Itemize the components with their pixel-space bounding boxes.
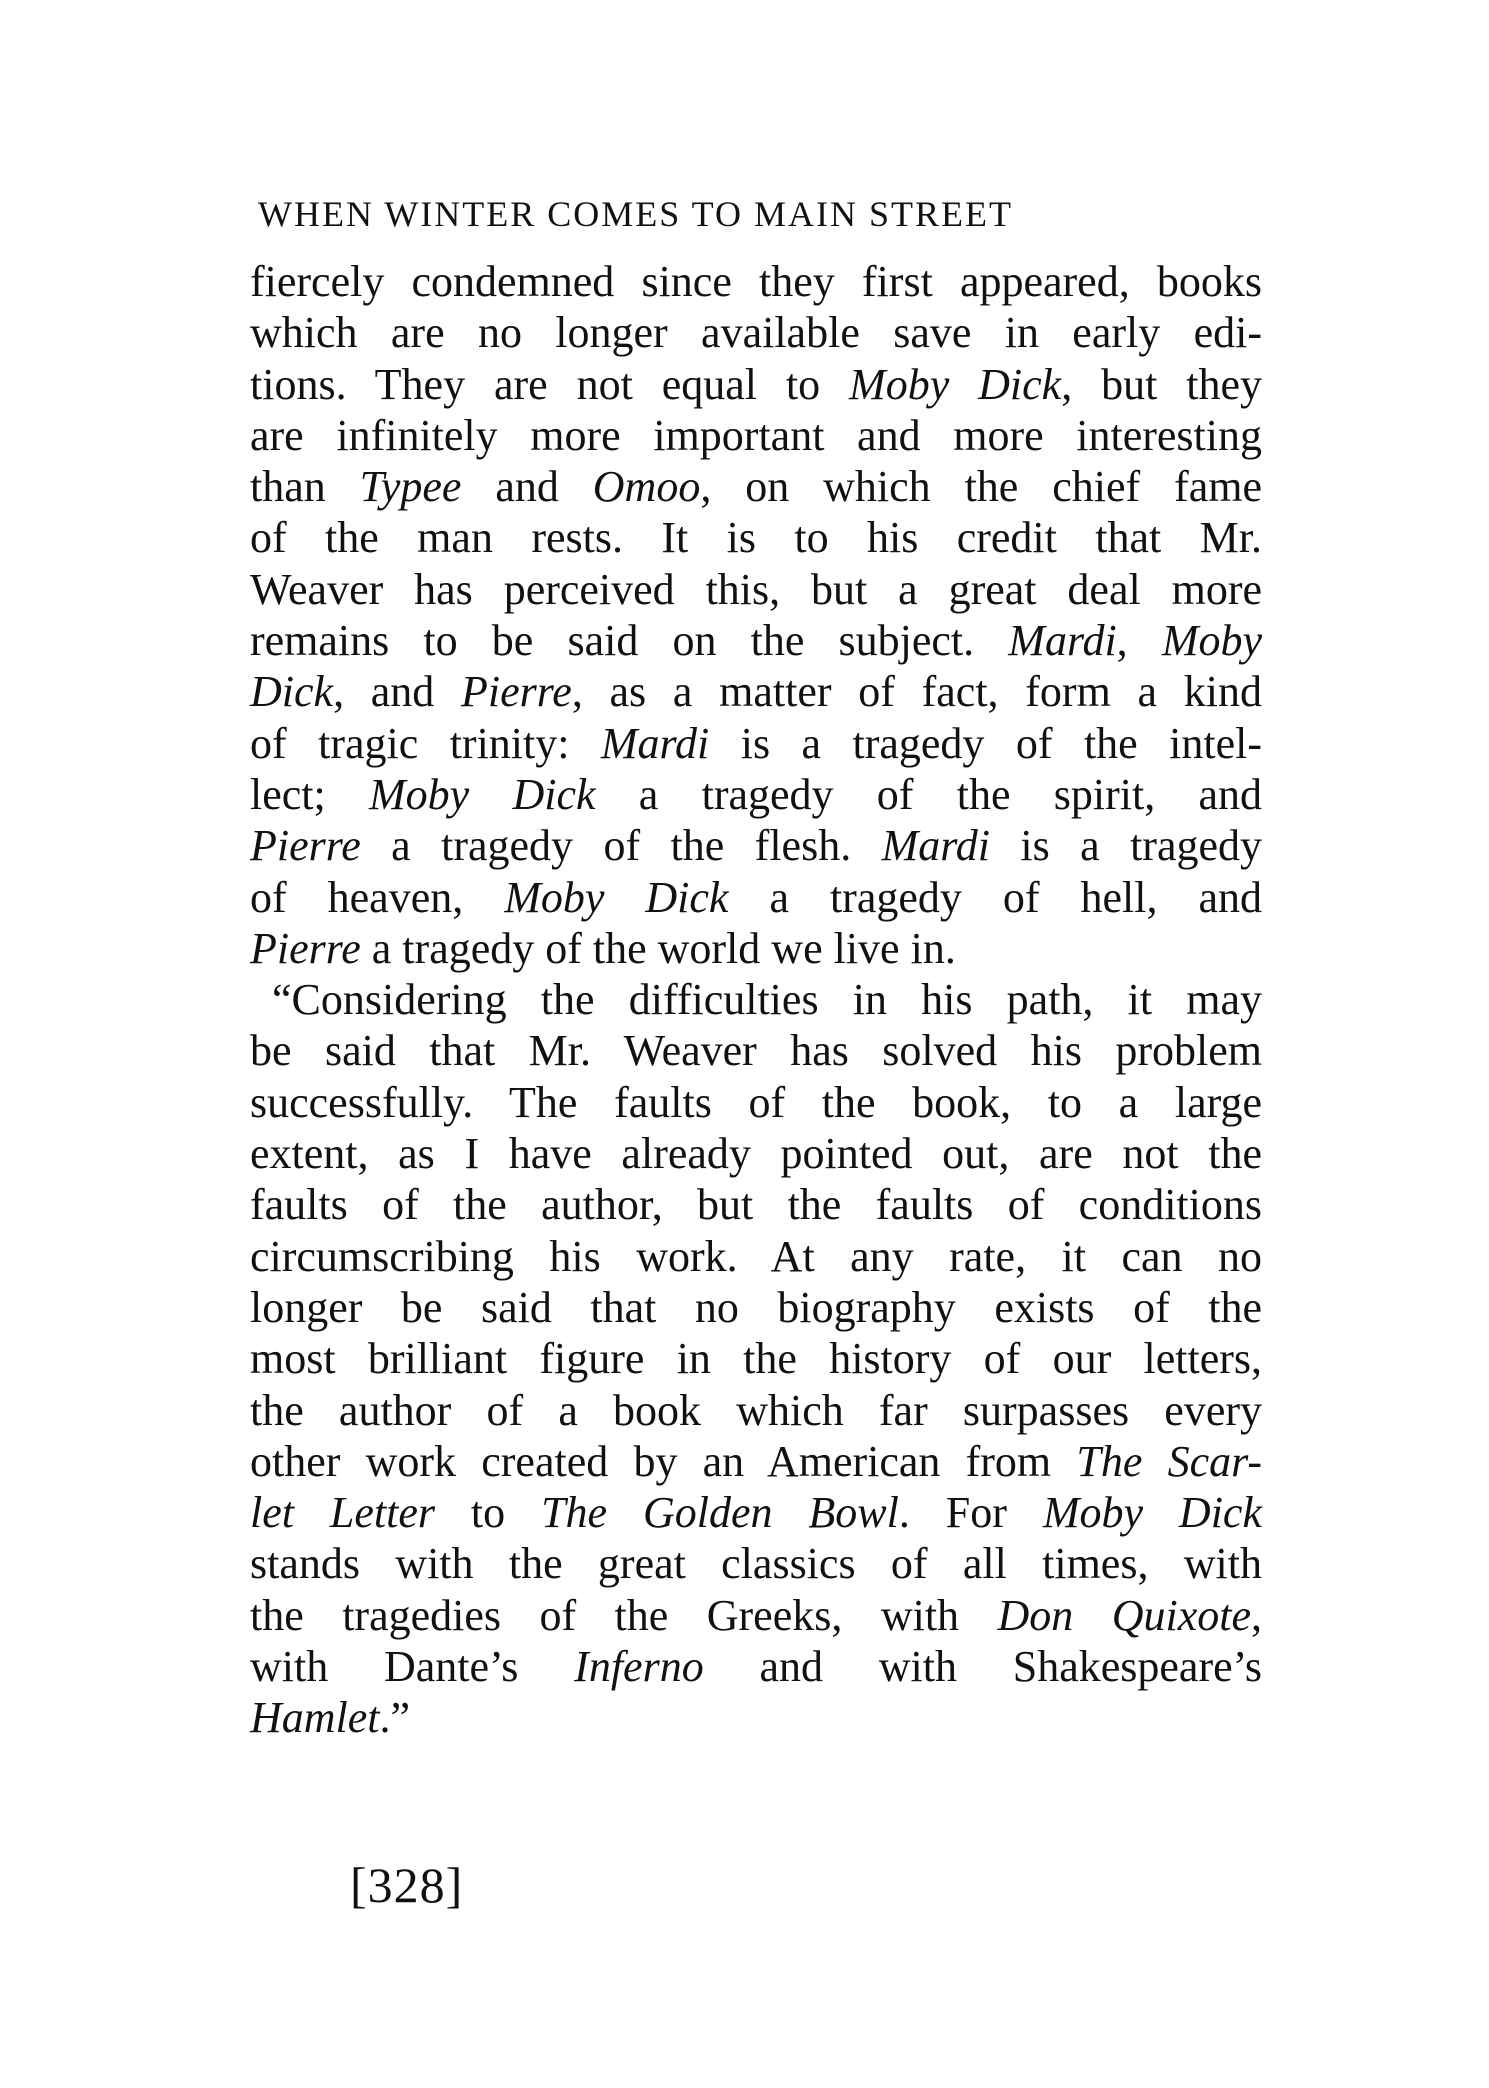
italic-title: Moby Dick <box>504 872 729 922</box>
body-text <box>250 256 1262 1744</box>
italic-title: Inferno <box>574 1642 704 1692</box>
text-run: of the man rests. It is to his credit that Mr. <box>250 513 1262 563</box>
italic-title: Mardi <box>881 821 990 871</box>
italic-title: Don Quixote <box>997 1590 1252 1640</box>
text-line <box>250 1436 1262 1487</box>
text-run: “Considering the difficulties in his path, it may <box>272 975 1262 1025</box>
text-run: , <box>1116 616 1162 666</box>
text-line <box>250 461 1262 512</box>
text-run: , and <box>333 667 462 717</box>
italic-title: Moby <box>1161 616 1262 666</box>
text-run: , <box>1251 1590 1263 1640</box>
italic-title: Moby Dick <box>369 769 596 819</box>
text-run: tions. They are not equal to <box>250 359 850 409</box>
text-run: of tragic trinity: <box>250 718 601 768</box>
text-line <box>250 1179 1262 1230</box>
text-run: a tragedy of the world we live in. <box>360 923 956 973</box>
text-run: faults of the author, but the faults of conditions <box>250 1180 1262 1230</box>
text-line <box>250 1487 1262 1538</box>
text-line <box>250 1077 1262 1128</box>
text-run: , but they <box>1061 359 1262 409</box>
text-line <box>250 256 1262 307</box>
text-run: Weaver has perceived this, but a great deal more <box>250 564 1262 614</box>
text-run: , as a matter of fact, form a kind <box>571 667 1262 717</box>
text-line <box>250 872 1262 923</box>
text-line <box>250 1641 1262 1692</box>
italic-title: Omoo <box>592 462 701 512</box>
text-run: are infinitely more important and more interesting <box>250 410 1262 460</box>
text-run: and <box>461 462 593 512</box>
text-run: with Dante’s <box>250 1642 575 1692</box>
text-line <box>250 769 1262 820</box>
text-run: of heaven, <box>250 872 505 922</box>
text-run: than <box>250 462 360 512</box>
italic-title: Pierre <box>461 667 572 717</box>
text-run: . For <box>898 1488 1043 1538</box>
text-run: other work created by an American from <box>250 1436 1077 1486</box>
italic-title: Typee <box>359 462 462 512</box>
text-run: is a tragedy <box>989 821 1263 871</box>
italic-title: The Golden Bowl <box>541 1488 899 1538</box>
italic-title: The Scar- <box>1076 1436 1262 1486</box>
text-run: successfully. The faults of the book, to a large <box>250 1077 1262 1127</box>
text-line <box>250 974 1262 1025</box>
text-line <box>250 923 1262 974</box>
italic-title: Moby Dick <box>1042 1488 1262 1538</box>
text-line <box>250 1538 1262 1589</box>
text-line <box>250 1590 1262 1641</box>
text-line <box>250 410 1262 461</box>
text-run: be said that Mr. Weaver has solved his problem <box>250 1026 1262 1076</box>
text-line <box>250 307 1262 358</box>
text-run: is a tragedy of the intel- <box>709 718 1262 768</box>
text-line <box>250 1282 1262 1333</box>
text-line <box>250 1231 1262 1282</box>
italic-title: Pierre <box>250 821 361 871</box>
text-run: remains to be said on the subject. <box>250 616 1009 666</box>
text-line <box>250 1385 1262 1436</box>
italic-title: Dick <box>250 667 334 717</box>
text-run: most brilliant figure in the history of our letters, <box>250 1334 1262 1384</box>
text-run: a tragedy of the spirit, and <box>595 769 1262 819</box>
text-run: , on which the chief fame <box>700 462 1262 512</box>
text-line <box>250 1692 1262 1743</box>
text-line <box>250 564 1262 615</box>
italic-title: Hamlet <box>250 1693 380 1743</box>
text-run: the tragedies of the Greeks, with <box>250 1590 998 1640</box>
text-run: lect; <box>250 769 370 819</box>
text-run: a tragedy of hell, and <box>728 872 1262 922</box>
italic-title: let Letter <box>250 1488 435 1538</box>
text-line <box>250 359 1262 410</box>
running-head: WHEN WINTER COMES TO MAIN STREET <box>258 194 1013 234</box>
text-line <box>250 512 1262 563</box>
italic-title: Mardi <box>1008 616 1117 666</box>
text-run: .” <box>379 1693 411 1743</box>
text-run: stands with the great classics of all times, with <box>250 1539 1262 1589</box>
italic-title: Moby Dick <box>849 359 1062 409</box>
text-run: fiercely condemned since they first appeared, books <box>250 257 1262 306</box>
text-run: circumscribing his work. At any rate, it can no <box>250 1231 1262 1281</box>
text-run: which are no longer available save in early edi- <box>250 308 1262 358</box>
text-run: extent, as I have already pointed out, are not the <box>250 1129 1262 1179</box>
text-line <box>250 1025 1262 1076</box>
text-run: a tragedy of the flesh. <box>360 821 882 871</box>
italic-title: Mardi <box>600 718 710 768</box>
text-run: and with Shakespeare’s <box>703 1642 1262 1692</box>
text-run: to <box>435 1488 542 1538</box>
text-run: the author of a book which far surpasses every <box>250 1385 1262 1435</box>
page-number: [328] <box>350 1857 464 1913</box>
text-line <box>250 615 1262 666</box>
text-line <box>250 1128 1262 1179</box>
text-line <box>250 666 1262 717</box>
text-line <box>250 1333 1262 1384</box>
italic-title: Pierre <box>250 923 361 973</box>
text-run: longer be said that no biography exists of the <box>250 1282 1262 1332</box>
text-line <box>250 820 1262 871</box>
text-line <box>250 718 1262 769</box>
